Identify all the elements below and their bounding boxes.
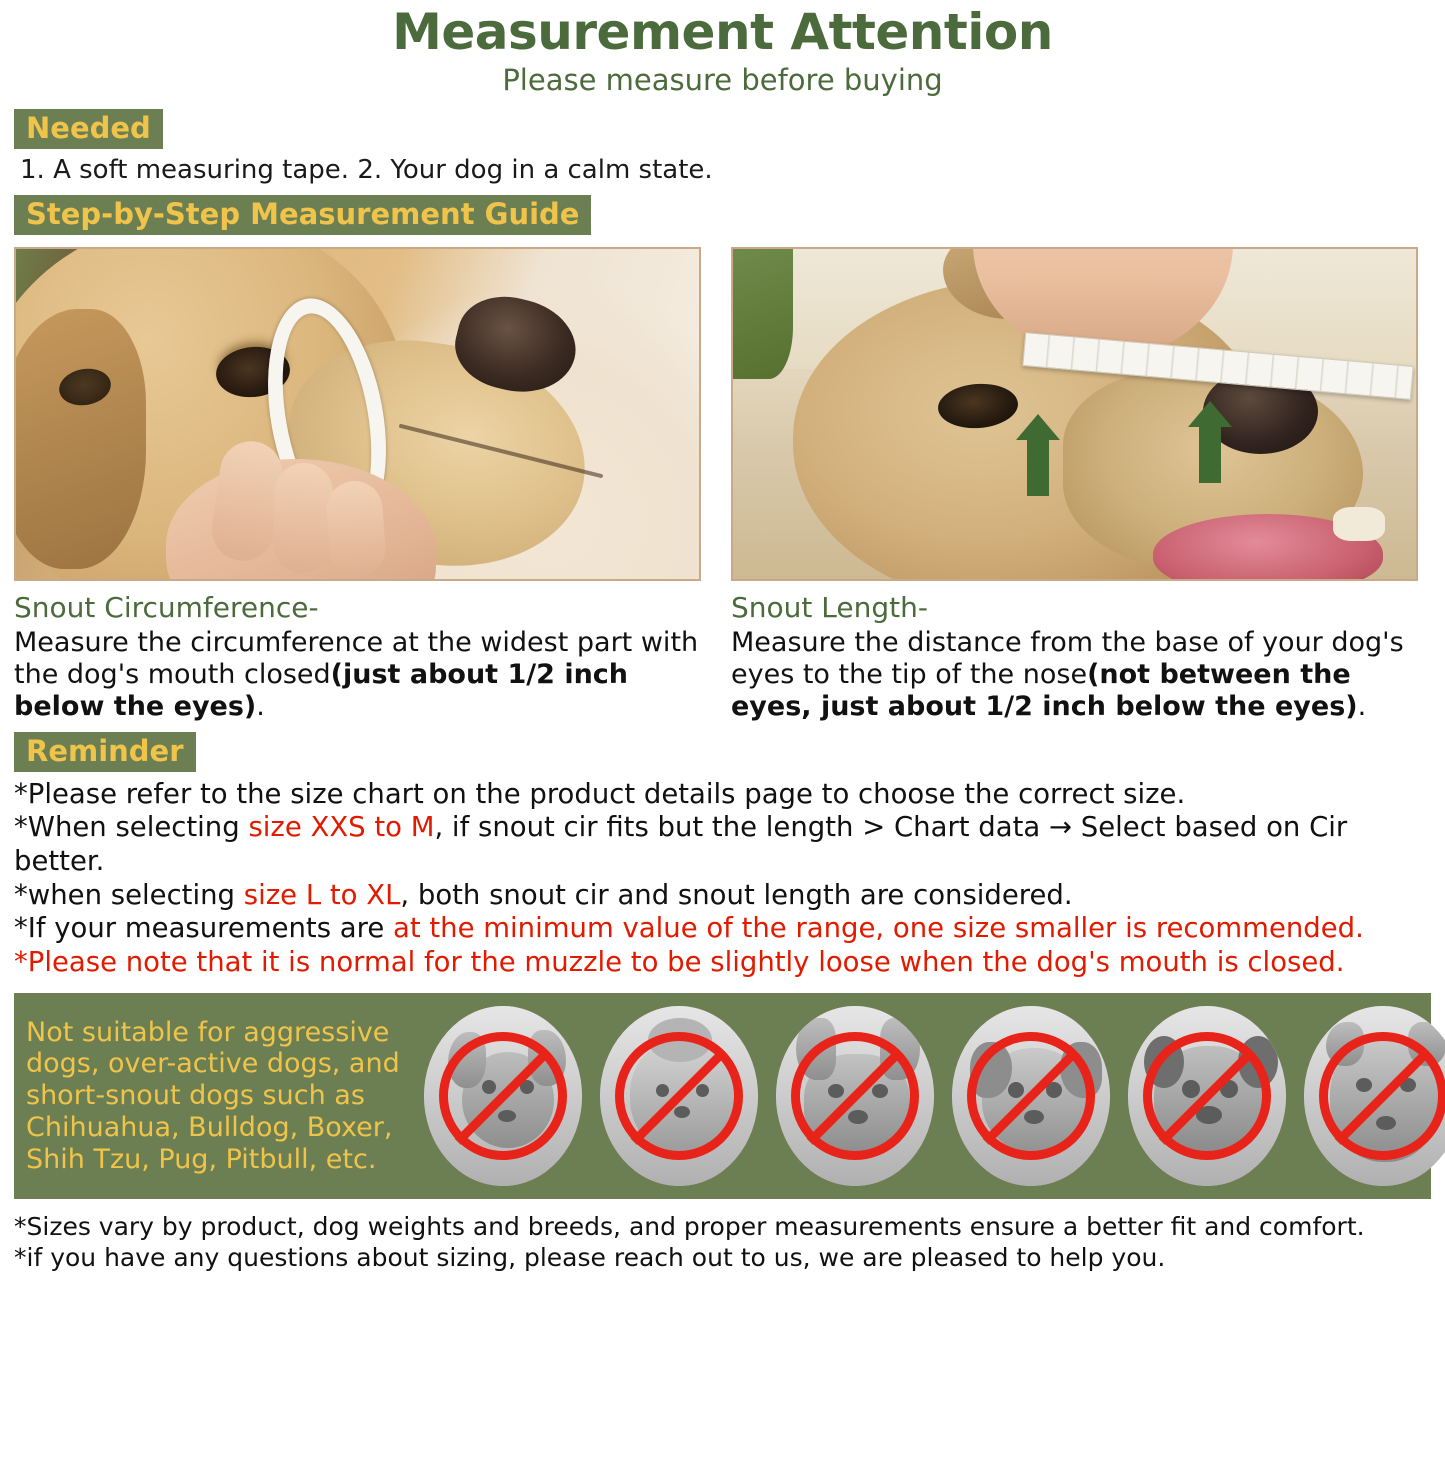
not-suitable-text: Not suitable for aggressive dogs, over-active dogs, and short-snout dogs such as Chihuahua, Bulldog, Boxer, Shih Tzu, Pug, Pitbull, etc.	[26, 1016, 400, 1175]
pug-puppy-banned-icon	[952, 1006, 1110, 1186]
caption-heading-length: Snout Length-	[731, 590, 928, 624]
caption-body-bold-circumference: (just about 1/2 inch below the eyes)	[14, 658, 629, 723]
reminder-line-4-pre: *If your measurements are	[14, 912, 393, 945]
banned-breeds-list	[424, 1006, 1445, 1186]
reminder-line-5-red: *Please note that it is normal for the muzzle to be slightly loose when the dog's mouth is closed.	[14, 945, 1345, 978]
caption-body-post-circumference: .	[256, 691, 265, 723]
reminder-line-3-pre: *when selecting	[14, 878, 244, 911]
caption-body-circumference	[14, 627, 701, 724]
reminder-line-3-red: size L to XL	[243, 878, 401, 911]
pug-banned-icon	[1128, 1006, 1286, 1186]
caption-body-length	[731, 627, 1418, 724]
caption-heading-circumference: Snout Circumference-	[14, 590, 319, 624]
reminder-line-2-post: , if snout cir fits but the length > Chart data → Select based on Cir better.	[14, 811, 1348, 878]
reminder-line-1	[14, 778, 1431, 812]
chihuahua-banned-icon	[424, 1006, 582, 1186]
caption-body-pre-circumference: Measure the circumference at the widest part with the dog's mouth closed	[14, 626, 699, 690]
measurement-attention-page	[0, 3, 1445, 1460]
reminder-line-4-red: at the minimum value of the range, one size smaller is recommended.	[393, 912, 1364, 945]
reminder-line-3	[14, 879, 1431, 913]
reminder-line-2	[14, 811, 1431, 878]
dog-snout-length-photo	[731, 247, 1418, 581]
reminder-line-1-text: *Please refer to the size chart on the product details page to choose the correct size.	[14, 777, 1186, 810]
guide-columns	[14, 247, 1431, 724]
french-bulldog-banned-icon	[776, 1006, 934, 1186]
guide-chip: Step-by-Step Measurement Guide	[14, 195, 591, 235]
shih-tzu-banned-icon	[600, 1006, 758, 1186]
page-title: Measurement Attention	[392, 3, 1053, 61]
page-subtitle: Please measure before buying	[502, 62, 943, 97]
reminder-line-4	[14, 912, 1431, 946]
footnote-1: *Sizes vary by product, dog weights and breeds, and proper measurements ensure a better fit and comfort.	[14, 1212, 1365, 1242]
reminder-line-2-red: size XXS to M	[248, 811, 435, 844]
reminder-chip: Reminder	[14, 732, 196, 772]
needed-text: 1. A soft measuring tape. 2. Your dog in a calm state.	[20, 154, 713, 185]
reminder-line-5	[14, 946, 1431, 980]
footnotes	[14, 1211, 1431, 1274]
pitbull-banned-icon	[1304, 1006, 1445, 1186]
guide-item-circumference	[14, 247, 701, 724]
footnote-2: *if you have any questions about sizing, please reach out to us, we are pleased to help you.	[14, 1243, 1166, 1273]
caption-body-pre-length: Measure the distance from the base of your dog's eyes to the tip of the nose	[731, 626, 1404, 690]
reminder-line-2-pre: *When selecting	[14, 811, 249, 844]
caption-body-post-length: .	[1357, 691, 1367, 723]
needed-chip: Needed	[14, 109, 163, 149]
dog-snout-circumference-photo	[14, 247, 701, 581]
caption-body-bold-length: (not between the eyes, just about 1/2 inch below the eyes)	[731, 658, 1358, 723]
reminder-line-3-post: , both snout cir and snout length are considered.	[400, 878, 1073, 911]
guide-item-length	[731, 247, 1418, 724]
not-suitable-bar	[14, 993, 1431, 1199]
reminder-list	[14, 778, 1431, 979]
